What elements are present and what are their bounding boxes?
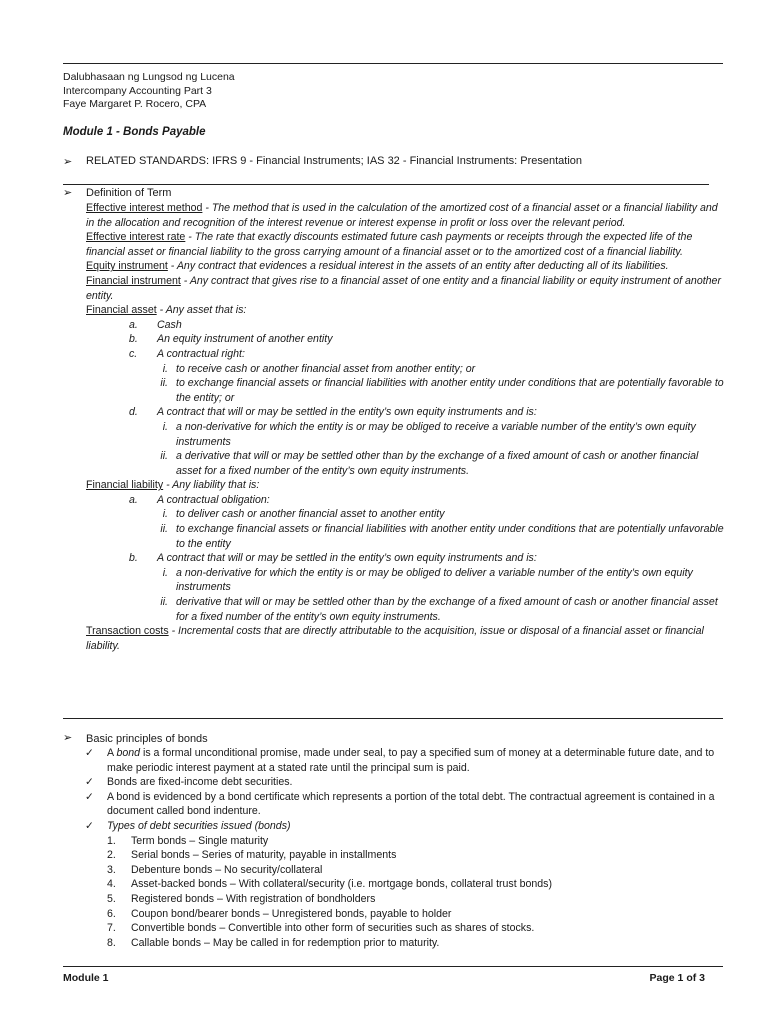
sub-sub-item <box>86 449 726 478</box>
footer-page-number: Page 1 of 3 <box>649 972 705 984</box>
item-number: 1. <box>107 834 116 847</box>
item-text: A contract that will or may be settled in the entity’s own equity instruments and is: <box>157 406 537 419</box>
item-marker: i. <box>162 508 168 521</box>
item-marker: b. <box>129 552 138 565</box>
definition-term: Financial liability <box>86 479 164 492</box>
item-text: A contractual right: <box>157 347 245 360</box>
sub-sub-item <box>86 522 726 551</box>
author-name: Faye Margaret P. Rocero, CPA <box>63 98 207 110</box>
bond-type-text: Serial bonds – Series of maturity, payable in installments <box>131 849 397 862</box>
item-marker: ii. <box>160 596 168 609</box>
item-number: 4. <box>107 878 116 891</box>
principle-text: Types of debt securities issued (bonds) <box>107 819 291 832</box>
principle-item <box>85 819 725 834</box>
check-icon: ✓ <box>85 819 94 832</box>
definition-term: Equity instrument <box>86 260 168 273</box>
sub-sub-item <box>86 420 726 449</box>
item-text: An equity instrument of another entity <box>157 333 333 346</box>
sub-item <box>86 493 726 508</box>
principle-text: A <box>107 747 117 759</box>
item-text: a derivative that will or may be settled other than by the exchange of a fixed amount of cash or another financial asset for a fixed number of the entity’s own equity instruments. <box>176 450 699 477</box>
sub-sub-item <box>86 507 726 522</box>
item-text: to receive cash or another financial asset from another entity; or <box>176 362 476 375</box>
sub-item <box>86 405 726 420</box>
principle-item <box>85 790 725 819</box>
sub-sub-item <box>86 595 726 624</box>
principle-text: A bond is evidenced by a bond certificate which represents a portion of the total debt. The contractual agreement is contained in a document called bond indenture. <box>107 790 715 818</box>
definition-item <box>86 624 726 653</box>
arrow-bullet-icon: ➢ <box>63 732 73 744</box>
bond-type-text: Coupon bond/bearer bonds – Unregistered bonds, payable to holder <box>131 907 452 920</box>
item-text: a non-derivative for which the entity is or may be obliged to deliver a variable number of the entity’s own equity instruments <box>176 566 693 594</box>
bond-type-text: Registered bonds – With registration of bondholders <box>131 892 376 905</box>
definitions-heading: Definition of Term <box>86 187 172 199</box>
definition-text: - Any liability that is: <box>163 479 260 492</box>
item-number: 3. <box>107 863 116 876</box>
item-marker: c. <box>129 347 138 360</box>
sub-item <box>86 347 726 362</box>
item-marker: a. <box>129 493 138 506</box>
bond-type-text: Term bonds – Single maturity <box>131 834 269 847</box>
bond-type-item <box>85 863 725 878</box>
definition-item <box>86 201 726 230</box>
bond-type-text: Convertible bonds – Convertible into other form of securities such as shares of stocks. <box>131 922 535 935</box>
bond-type-item <box>85 921 725 936</box>
related-standards <box>86 155 582 167</box>
item-text: to deliver cash or another financial asset to another entity <box>176 508 445 521</box>
item-marker: i. <box>162 362 168 375</box>
item-text: Cash <box>157 318 182 331</box>
module-title: Module 1 - Bonds Payable <box>63 126 206 138</box>
item-marker: a. <box>129 318 138 331</box>
item-number: 8. <box>107 936 116 949</box>
definition-item <box>86 274 726 303</box>
bond-type-item <box>85 848 725 863</box>
sub-item <box>86 332 726 347</box>
check-icon: ✓ <box>85 747 94 759</box>
sub-item <box>86 318 726 333</box>
arrow-bullet-icon: ➢ <box>63 156 73 168</box>
item-marker: d. <box>129 406 138 419</box>
sub-item <box>86 551 726 566</box>
course-name: Intercompany Accounting Part 3 <box>63 84 212 97</box>
item-text: a non-derivative for which the entity is or may be obliged to receive a variable number of the entity’s own equity instruments <box>176 420 696 448</box>
principle-text: Bonds are fixed-income debt securities. <box>107 776 293 789</box>
definition-item <box>86 230 726 259</box>
item-number: 2. <box>107 849 116 862</box>
definition-text: - Any contract that gives rise to a financial asset of one entity and a financial liability or equity instrument of another entity. <box>86 274 721 302</box>
definition-term: Financial asset <box>86 304 157 317</box>
bond-type-item <box>85 877 725 892</box>
definition-text: - The method that is used in the calculation of the amortized cost of a financial asset or a financial liability and in the allocation and recognition of the interest revenue or interest expense in profit or loss over the relevant period. <box>86 202 718 229</box>
item-text: A contractual obligation: <box>157 493 270 506</box>
item-marker: b. <box>129 333 138 346</box>
definition-term: Financial instrument <box>86 274 181 287</box>
section-rule <box>63 718 723 719</box>
section-rule <box>63 184 709 185</box>
footer-module: Module 1 <box>63 972 109 984</box>
item-text: A contract that will or may be settled in the entity’s own equity instruments and is: <box>157 552 537 565</box>
item-text: derivative that will or may be settled other than by the exchange of a fixed amount of cash or another financial asset for a fixed number of the entity’s own equity instruments. <box>176 596 718 623</box>
definition-term: Effective interest method <box>86 202 203 214</box>
basics-heading: Basic principles of bonds <box>86 733 208 745</box>
principle-item <box>85 746 725 775</box>
principle-item <box>85 775 725 790</box>
definition-text: - The rate that exactly discounts estimated future cash payments or receipts through the expected life of the financial asset or financial liability to the gross carrying amount of a financial asset or to the amortized cost of a financial liability. <box>86 231 693 258</box>
footer-rule <box>63 966 723 967</box>
bond-type-item <box>85 892 725 907</box>
definition-text: - Incremental costs that are directly attributable to the acquisition, issue or disposal of a financial asset or financial liability. <box>86 625 704 652</box>
check-icon: ✓ <box>85 790 94 803</box>
item-text: to exchange financial assets or financial liabilities with another entity under conditions that are potentially favorable to the entity; or <box>176 377 724 404</box>
definition-text: - Any contract that evidences a residual interest in the assets of an entity after deducting all of its liabilities. <box>167 260 669 273</box>
item-marker: i. <box>162 566 168 579</box>
definition-text: - Any asset that is: <box>156 304 247 317</box>
bond-type-text: Asset-backed bonds – With collateral/security (i.e. mortgage bonds, collateral trust bonds) <box>131 878 553 891</box>
definition-term: Effective interest rate <box>86 231 186 244</box>
item-number: 5. <box>107 892 116 905</box>
definition-term: Transaction costs <box>86 625 169 638</box>
bond-type-item <box>85 936 725 951</box>
principle-text: is a formal unconditional promise, made under seal, to pay a specified sum of money at a determinable future date, and to make periodic interest payment at a stated rate until the principal sum is paid. <box>107 747 715 774</box>
definition-item <box>86 478 726 493</box>
document-page <box>63 0 723 1024</box>
sub-sub-item <box>86 362 726 377</box>
definition-item <box>86 259 726 274</box>
definitions-list <box>86 201 726 653</box>
bond-type-item <box>85 834 725 849</box>
header-rule <box>63 63 723 64</box>
related-standards-text: IFRS 9 - Financial Instruments; IAS 32 - Financial Instruments: Presentation <box>209 155 582 167</box>
item-text: to exchange financial assets or financial liabilities with another entity under conditions that are potentially unfavorable to the entity <box>176 523 724 550</box>
related-standards-label: RELATED STANDARDS: <box>86 155 210 167</box>
basics-list <box>85 746 725 950</box>
bond-type-text: Callable bonds – May be called in for redemption prior to maturity. <box>131 936 440 949</box>
arrow-bullet-icon: ➢ <box>63 187 73 199</box>
sub-sub-item <box>86 376 726 405</box>
school-name: Dalubhasaan ng Lungsod ng Lucena <box>63 71 235 83</box>
item-marker: ii. <box>160 523 168 536</box>
principle-emphasis: bond <box>116 747 141 759</box>
definition-item <box>86 303 726 318</box>
bond-type-item <box>85 907 725 922</box>
check-icon: ✓ <box>85 776 94 789</box>
bond-type-text: Debenture bonds – No security/collateral <box>131 863 323 876</box>
item-marker: ii. <box>160 450 168 463</box>
sub-sub-item <box>86 566 726 595</box>
item-number: 7. <box>107 922 116 935</box>
item-marker: ii. <box>160 377 168 390</box>
document-header <box>63 71 235 112</box>
item-number: 6. <box>107 907 116 920</box>
item-marker: i. <box>162 420 168 433</box>
